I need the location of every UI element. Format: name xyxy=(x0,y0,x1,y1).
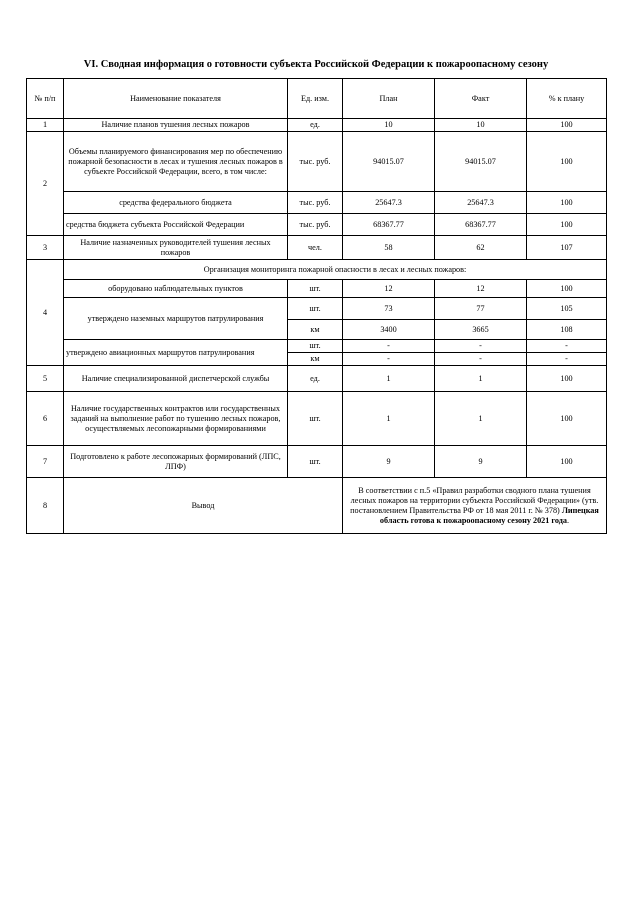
row-pct: 105 xyxy=(527,298,607,320)
row-fact: 1 xyxy=(435,392,527,446)
row-unit: шт. xyxy=(288,446,343,478)
row-pct: - xyxy=(527,340,607,353)
row-plan: 94015.07 xyxy=(343,132,435,192)
row-fact: 10 xyxy=(435,119,527,132)
table-row xyxy=(27,392,607,446)
row-plan: 10 xyxy=(343,119,435,132)
row-num: 7 xyxy=(27,446,64,478)
row-pct: 100 xyxy=(527,132,607,192)
row-unit: тыс. руб. xyxy=(288,214,343,236)
row-unit: шт. xyxy=(288,298,343,320)
row-plan: 3400 xyxy=(343,320,435,340)
row-plan: 73 xyxy=(343,298,435,320)
row-unit: тыс. руб. xyxy=(288,132,343,192)
table-row xyxy=(27,192,607,214)
header-fact: Факт xyxy=(435,79,527,119)
row-unit: шт. xyxy=(288,280,343,298)
document-title: VI. Сводная информация о готовности субъекта Российской Федерации к пожароопасному сезону xyxy=(83,59,549,70)
row-fact: 77 xyxy=(435,298,527,320)
row-num: 2 xyxy=(27,132,64,236)
row-name: Подготовлено к работе лесопожарных формирований (ЛПС, ЛПФ) xyxy=(64,446,288,478)
table-header-row xyxy=(27,79,607,119)
row-pct: 100 xyxy=(527,119,607,132)
conclusion-row xyxy=(27,478,607,534)
row-fact: 62 xyxy=(435,236,527,260)
row-name: Наличие назначенных руководителей тушения лесных пожаров xyxy=(64,236,288,260)
row-plan: 1 xyxy=(343,392,435,446)
row-plan: - xyxy=(343,340,435,353)
row-plan: 9 xyxy=(343,446,435,478)
row-unit: шт. xyxy=(288,392,343,446)
table-row xyxy=(27,340,607,353)
row-pct: 100 xyxy=(527,366,607,392)
row-fact: 3665 xyxy=(435,320,527,340)
row-pct: 100 xyxy=(527,392,607,446)
header-plan: План xyxy=(343,79,435,119)
table-row xyxy=(27,298,607,320)
header-num: № п/п xyxy=(27,79,64,119)
row-pct: 100 xyxy=(527,192,607,214)
row-name: оборудовано наблюдательных пунктов xyxy=(64,280,288,298)
row-unit: ед. xyxy=(288,366,343,392)
row-plan: 68367.77 xyxy=(343,214,435,236)
row-unit: ед. xyxy=(288,119,343,132)
row-fact: 1 xyxy=(435,366,527,392)
readiness-table xyxy=(26,78,607,534)
row-num: 8 xyxy=(27,478,64,534)
row-fact: 9 xyxy=(435,446,527,478)
row-unit: чел. xyxy=(288,236,343,260)
row-unit: шт. xyxy=(288,340,343,353)
row-name: утверждено авиационных маршрутов патрулирования xyxy=(64,340,288,366)
table-row xyxy=(27,260,607,280)
row-pct: 108 xyxy=(527,320,607,340)
row-name: Наличие планов тушения лесных пожаров xyxy=(64,119,288,132)
row-fact: 68367.77 xyxy=(435,214,527,236)
table-row xyxy=(27,366,607,392)
row-fact: 12 xyxy=(435,280,527,298)
row-unit: тыс. руб. xyxy=(288,192,343,214)
row-num: 3 xyxy=(27,236,64,260)
row-pct: 100 xyxy=(527,280,607,298)
section-heading: Организация мониторинга пожарной опасности в лесах и лесных пожаров: xyxy=(64,260,607,280)
row-fact: - xyxy=(435,340,527,353)
row-plan: - xyxy=(343,353,435,366)
row-pct: 100 xyxy=(527,214,607,236)
table-row xyxy=(27,236,607,260)
conclusion-label: Вывод xyxy=(64,478,343,534)
header-pct: % к плану xyxy=(527,79,607,119)
row-pct: 100 xyxy=(527,446,607,478)
row-pct: - xyxy=(527,353,607,366)
conclusion-text-cell xyxy=(343,478,607,534)
row-name: Наличие специализированной диспетчерской службы xyxy=(64,366,288,392)
row-num: 4 xyxy=(27,260,64,366)
row-plan: 1 xyxy=(343,366,435,392)
row-num: 1 xyxy=(27,119,64,132)
row-name: средства бюджета субъекта Российской Федерации xyxy=(64,214,288,236)
table-row xyxy=(27,280,607,298)
table-row xyxy=(27,132,607,192)
row-unit: км xyxy=(288,320,343,340)
row-plan: 12 xyxy=(343,280,435,298)
row-fact: - xyxy=(435,353,527,366)
conclusion-text: В соответствии с п.5 «Правил разработки сводного плана тушения лесных пожаров на территории субъекта Российской Федерации» (утв. постановлением Правительства РФ от 18 мая 2011 г. № 378) xyxy=(350,485,599,515)
row-name: утверждено наземных маршрутов патрулирования xyxy=(64,298,288,340)
header-unit: Ед. изм. xyxy=(288,79,343,119)
row-plan: 58 xyxy=(343,236,435,260)
row-plan: 25647.3 xyxy=(343,192,435,214)
table-row xyxy=(27,119,607,132)
header-name: Наименование показателя xyxy=(64,79,288,119)
row-fact: 25647.3 xyxy=(435,192,527,214)
row-pct: 107 xyxy=(527,236,607,260)
row-num: 6 xyxy=(27,392,64,446)
row-name: средства федерального бюджета xyxy=(64,192,288,214)
row-name: Объемы планируемого финансирования мер по обеспечению пожарной безопасности в лесах и тушения лесных пожаров в субъекте Российской Федерации, всего, в том числе: xyxy=(64,132,288,192)
table-row xyxy=(27,214,607,236)
conclusion-bold: Липецкая область готова к пожароопасному сезону 2021 года xyxy=(379,505,599,525)
row-unit: км xyxy=(288,353,343,366)
table-row xyxy=(27,446,607,478)
row-num: 5 xyxy=(27,366,64,392)
row-fact: 94015.07 xyxy=(435,132,527,192)
conclusion-tail: . xyxy=(567,515,570,525)
row-name: Наличие государственных контрактов или государственных заданий на выполнение работ по тушению лесных пожаров, осуществляемых лесопожарными формированиями xyxy=(64,392,288,446)
